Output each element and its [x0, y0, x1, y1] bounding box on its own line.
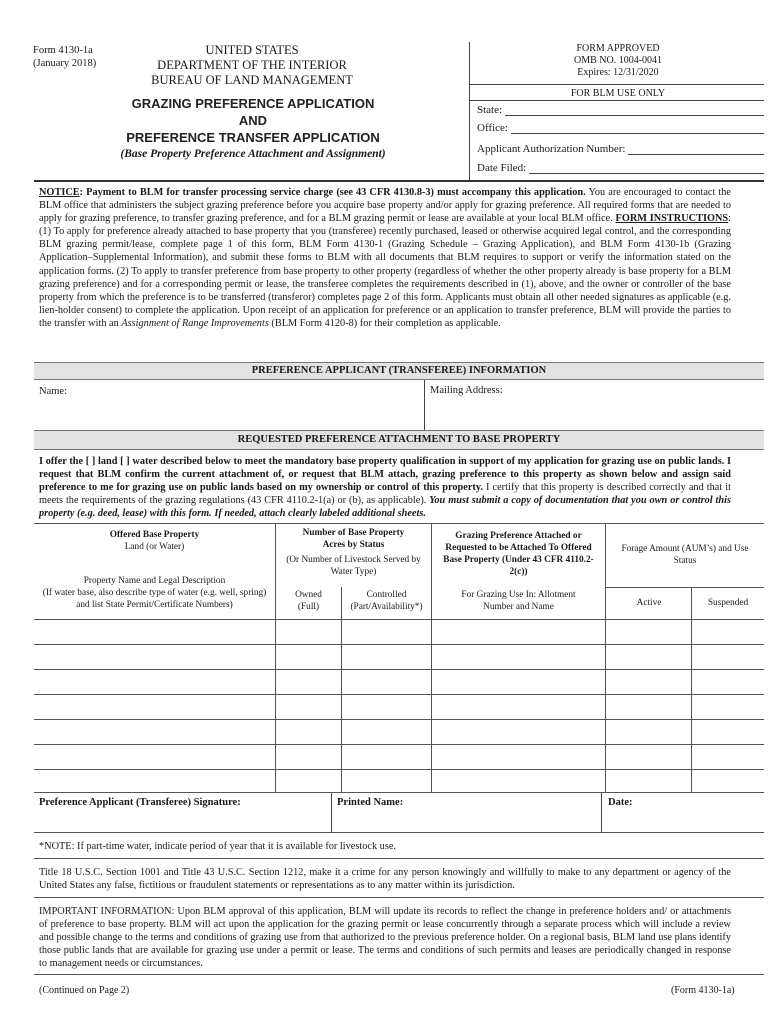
offer-bold: I offer the [ ] land [ ] water described below to meet the mandatory base property qualification in support of my application for grazing use on public lands. I request that BLM confirm the current attachment of, or request that BLM attach, grazing preference to this property as shown below and assign said preference to me for grazing use on public lands based on my ownership or control of this property.: [39, 456, 731, 493]
form-id-block: [33, 44, 96, 70]
continued-on-page-2: (Continued on Page 2): [39, 985, 130, 996]
agency-line3: BUREAU OF LAND MANAGEMENT: [151, 73, 353, 87]
offer-paragraph: [39, 455, 731, 520]
name-input[interactable]: [80, 383, 418, 425]
agency-line2: DEPARTMENT OF THE INTERIOR: [157, 58, 347, 72]
form-instructions-label: FORM INSTRUCTIONS: [615, 213, 729, 225]
col-suspended: Suspended: [707, 598, 749, 608]
blm-use-only-label: FOR BLM USE ONLY: [570, 88, 666, 99]
col-offered-base-property: [34, 529, 275, 553]
col4-title: Forage Amount (AUM’s) and Use Status: [621, 544, 749, 566]
footer-form-reference: (Form 4130-1a): [671, 985, 735, 996]
col2a-sub: (Full): [297, 602, 320, 612]
col3-sub: For Grazing Use In: Allotment Number and Name: [461, 590, 576, 612]
col1-title: Offered Base Property: [109, 530, 200, 540]
agency-block: [142, 43, 362, 88]
omb-block: [472, 43, 764, 79]
attachment-section-title: REQUESTED PREFERENCE ATTACHMENT TO BASE PROPERTY: [34, 430, 764, 450]
omb-number: OMB NO. 1004-0041: [573, 55, 663, 66]
important-divider: [34, 974, 764, 975]
legal-divider: [34, 897, 764, 898]
header-divider: [469, 42, 470, 180]
form-approved: FORM APPROVED: [576, 43, 660, 54]
notice-bold: : Payment to BLM for transfer processing service charge (see 43 CFR 4130.8-3) must accompany this application.: [79, 187, 586, 198]
col2a-label: Owned: [295, 590, 322, 600]
notice-text1: You are encouraged to contact the BLM office that administers the subject grazing preference before you acquire base property and/or apply for grazing preference. All required forms that are needed to apply for grazing preference, to transfer grazing preference, and for a BLM grazing permit or lease are available at your local BLM office.: [39, 187, 731, 225]
office-label: Office:: [477, 122, 508, 134]
office-field[interactable]: [477, 122, 764, 134]
col1-sub: Land (or Water): [124, 542, 185, 552]
offer-text: I certify that this property is described correctly and that it meets the requirements of the grazing regulations (43 CFR 4110.2-1(a) or (b), as applicable).: [39, 482, 731, 506]
blm-use-divider: [469, 100, 764, 101]
notice-text3: (BLM Form 4120-8) for their completion as applicable.: [268, 317, 501, 329]
col-owned: [276, 589, 341, 613]
note-divider: [34, 858, 764, 859]
important-information: IMPORTANT INFORMATION: Upon BLM approval of this application, BLM will update its records to reflect the change in preference holders and/ or attachments of preference to base property. BLM will act upon the application for the grazing permit or lease concurrently through a separate process which will include a review and possible change to the terms and conditions of grazing use from that authorized to the previous preference holder. On a regional basis, BLM land use plans identify those public lands that are available for grazing use under a permit or lease. The terms and conditions of such permits and leases are periodically changed in response to management needs or circumstances.: [39, 906, 731, 969]
form-date: (January 2018): [33, 58, 97, 69]
offer-italic: You must submit a copy of documentation that you own or control this property (e.g. deed, lease) with this form. If needed, attach clearly labeled additional sheets.: [39, 495, 731, 519]
applicant-authorization-field[interactable]: [477, 143, 764, 155]
state-field[interactable]: [477, 104, 764, 116]
omb-divider: [469, 84, 764, 85]
mailing-address-input[interactable]: [515, 383, 763, 425]
applicant-signature-label: Preference Applicant (Transferee) Signature:: [39, 797, 241, 808]
part-time-water-note: *NOTE: If part-time water, indicate period of year that it is available for livestock use.: [39, 841, 396, 852]
date-input[interactable]: [608, 812, 758, 830]
col2b-label: Controlled: [366, 590, 407, 600]
printed-name-input[interactable]: [337, 812, 592, 830]
date-label: Date:: [608, 797, 633, 808]
applicant-divider: [424, 380, 425, 430]
title-line2: AND: [238, 113, 268, 128]
applicant-authorization-label: Applicant Authorization Number:: [477, 143, 626, 155]
col1-desc1: Property Name and Legal Description: [83, 576, 226, 586]
name-label: Name:: [39, 386, 67, 397]
mailing-address-label: Mailing Address:: [430, 385, 503, 396]
printed-name-label: Printed Name:: [337, 797, 404, 808]
header-rule: [34, 180, 764, 182]
col-controlled: [342, 589, 431, 613]
notice-text2: : (1) To apply for preference already attached to base property that you (transferee) recently purchased, leased or otherwise acquired legal control, and the corresponding BLM grazing permit/lease, complete page 1 of this form, BLM Form 4130-1 (Grazing Schedule – Grazing Application), and BLM Form 4130-1b (Grazing Application–Supplemental Information), and submit these forms to BLM with all documents that BLM requires to support or verify the information stated on the application forms. (2) To apply to transfer preference from base property to other property (regardless of whether the other property already is base property for a BLM grazing preference) and for a corresponding permit or lease, the transferee completes the requirements described in (1), above, and the owner or controller of the base property from which the preference is to be transferred (transferor) completes page 2 of this form. Applicants must obtain all other needed signatures as applicable (e.g. lien-holder consent) to complete the application. Upon receipt of an application for preference or an application to transfer preference, BLM will provide the parties to the transfer with an: [39, 213, 732, 329]
notice-paragraph: [39, 186, 731, 330]
col-property-description: [38, 575, 271, 611]
agency-line1: UNITED STATES: [205, 43, 299, 57]
date-filed-field[interactable]: [477, 162, 764, 174]
notice-label: NOTICE: [39, 187, 80, 198]
col1-desc2: (If water base, also describe type of water (e.g. well, spring) and list State Permit/Certificate Numbers): [42, 588, 267, 610]
applicant-section-title: PREFERENCE APPLICANT (TRANSFEREE) INFORMATION: [34, 362, 764, 380]
form-title: [98, 95, 408, 146]
title-line1: GRAZING PREFERENCE APPLICATION: [131, 96, 375, 111]
col2-title: Number of Base Property Acres by Status: [302, 528, 405, 550]
col3-title: Grazing Preference Attached or Requested to be Attached To Offered Base Property (Under 43 CFR 4110.2-2(c)): [443, 531, 594, 577]
col2b-sub: (Part/Availability*): [350, 602, 423, 612]
legal-warning: Title 18 U.S.C. Section 1001 and Title 43 U.S.C. Section 1212, make it a crime for any person knowingly and willfully to make to any department or agency of the United States any false, fictitious or fraudulent statements or representations as to any matter within its jurisdiction.: [39, 867, 731, 891]
date-filed-label: Date Filed:: [477, 162, 527, 174]
omb-expires: Expires: 12/31/2020: [577, 67, 659, 78]
base-property-table: [34, 523, 764, 793]
title-line3: PREFERENCE TRANSFER APPLICATION: [126, 130, 380, 145]
form-number: Form 4130-1a: [33, 45, 93, 56]
col-acres-by-status: [276, 527, 431, 578]
col-active: Active: [636, 598, 662, 608]
applicant-signature-input[interactable]: [39, 812, 324, 830]
notice-italic: Assignment of Range Improvements: [121, 317, 269, 329]
col2-sub: (Or Number of Livestock Served by Water Type): [286, 555, 421, 577]
form-subtitle: (Base Property Preference Attachment and Assignment): [120, 148, 386, 160]
state-label: State:: [477, 104, 503, 116]
